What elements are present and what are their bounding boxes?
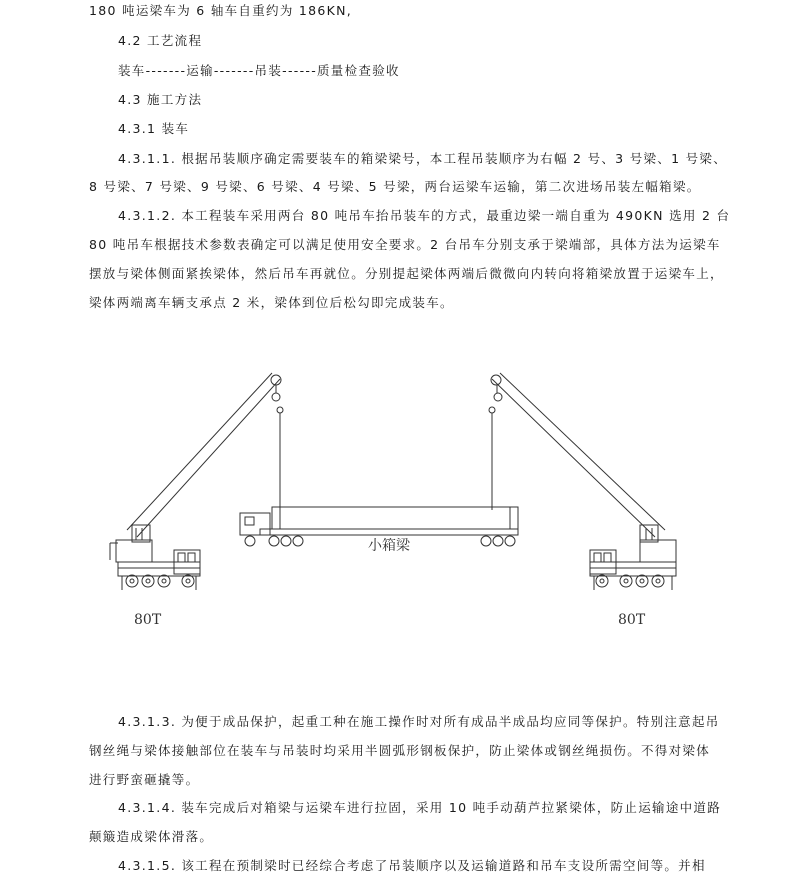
para-4-3-1-3-line1: 4.3.1.3. 为便于成品保护，起重工种在施工操作时对所有成品半成品均应同等保护。特别注意起吊: [118, 714, 720, 729]
para-4-3-1-1-line1: 4.3.1.1. 根据吊装顺序确定需要装车的箱梁梁号，本工程吊装顺序为右幅 2 号、3 号梁、1 号梁、: [118, 151, 728, 166]
heading-process-flow: 4.2 工艺流程: [118, 33, 203, 48]
para-4-3-1-4-line1: 4.3.1.4. 装车完成后对箱梁与运梁车进行拉固，采用 10 吨手动葫芦拉紧梁体，防止运输途中道路: [118, 800, 722, 815]
box-girder-beam: [272, 507, 518, 529]
para-4-3-1-5-line1: 4.3.1.5. 该工程在预制梁时已经综合考虑了吊装顺序以及运输道路和吊车支设所需空间等。并相: [118, 858, 706, 873]
process-flow-steps: 装车-------运输-------吊装------质量检查验收: [118, 63, 400, 78]
right-crane-hook-icon: [489, 375, 502, 510]
beam-label: 小箱梁: [368, 538, 410, 554]
left-crane-boom: [127, 373, 280, 537]
right-crane-label: 80T: [618, 612, 646, 628]
right-crane-truck-icon: [590, 525, 676, 590]
para-4-3-1-2-line2: 80 吨吊车根据技术参数表确定可以满足使用安全要求。2 台吊车分别支承于梁端部，具体方法为运梁车: [89, 237, 721, 252]
crane-loading-diagram: [100, 345, 700, 645]
para-4-3-1-3-line3: 进行野蛮砸撬等。: [89, 772, 200, 787]
left-crane-hook-icon: [271, 375, 283, 510]
left-crane-label: 80T: [134, 612, 162, 628]
heading-construction-method: 4.3 施工方法: [118, 92, 203, 107]
left-crane-truck-icon: [110, 525, 200, 590]
para-4-3-1-4-line2: 颠簸造成梁体滑落。: [89, 829, 214, 844]
para-4-3-1-1-line2: 8 号梁、7 号梁、9 号梁、6 号梁、4 号梁、5 号梁，两台运梁车运输，第二次进场吊装左幅箱梁。: [89, 179, 701, 194]
heading-loading: 4.3.1 装车: [118, 121, 190, 136]
para-4-3-1-2-line1: 4.3.1.2. 本工程装车采用两台 80 吨吊车抬吊装车的方式，最重边梁一端自重为 490KN 选用 2 台: [118, 208, 731, 223]
para-truck-weight: 180 吨运梁车为 6 轴车自重约为 186KN,: [89, 3, 353, 18]
diagram-svg: [100, 345, 700, 645]
para-4-3-1-2-line4: 梁体两端离车辆支承点 2 米，梁体到位后松勾即完成装车。: [89, 295, 454, 310]
para-4-3-1-3-line2: 钢丝绳与梁体接触部位在装车与吊装时均采用半圆弧形钢板保护，防止梁体或钢丝绳损伤。不得对梁体: [89, 743, 711, 758]
para-4-3-1-2-line3: 摆放与梁体侧面紧挨梁体，然后吊车再就位。分别提起梁体两端后微微向内转向将箱梁放置于运梁车上，: [89, 266, 724, 281]
